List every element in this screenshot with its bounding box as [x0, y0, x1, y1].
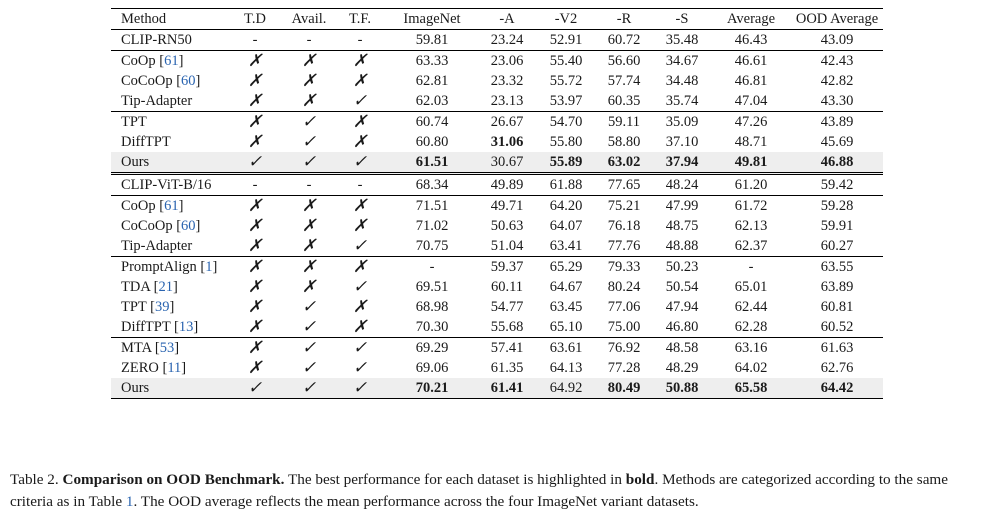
best-value: 46.88 — [820, 154, 854, 170]
tf-mark: ✓ — [333, 338, 387, 359]
imagenet-value: 71.51 — [387, 196, 477, 217]
citation-link[interactable]: 13 — [178, 319, 194, 335]
tf-mark: ✗ — [333, 51, 387, 72]
ood-average-value: 43.89 — [791, 112, 883, 133]
r-value: 58.80 — [607, 134, 641, 150]
best-value: 31.06 — [490, 134, 524, 150]
v2-value: 61.88 — [537, 174, 595, 196]
table-caption — [10, 469, 985, 513]
td-mark: ✗ — [247, 297, 263, 316]
ood-average-value: 43.09 — [820, 32, 854, 48]
best-value: 70.21 — [415, 380, 449, 396]
imagenet-value: 68.34 — [387, 174, 477, 196]
table-row — [111, 317, 883, 338]
citation-link[interactable]: 1 — [205, 259, 213, 275]
caption-bold-word: bold — [625, 471, 655, 488]
citation-link[interactable]: 21 — [158, 279, 173, 295]
v2-value: 64.13 — [549, 360, 583, 376]
method-cell — [111, 112, 225, 133]
s-value: 50.54 — [665, 279, 699, 295]
v2-value: 63.61 — [537, 338, 595, 359]
avail-mark: - — [285, 174, 333, 196]
method-cell: TDA [21] — [121, 279, 178, 295]
td-mark: - — [252, 32, 258, 48]
s-value: 47.94 — [665, 299, 699, 315]
tf-mark: - — [333, 174, 387, 196]
method-name: Ours — [121, 380, 150, 396]
table-row — [111, 152, 883, 174]
r-value: 77.76 — [607, 238, 641, 254]
v2-value: 64.20 — [537, 196, 595, 217]
ood-average-value: 59.91 — [820, 218, 854, 234]
best-value: 50.88 — [665, 380, 699, 396]
avail-mark: ✗ — [285, 196, 333, 217]
ood-average-value: 61.63 — [791, 338, 883, 359]
citation-link[interactable]: 53 — [159, 340, 175, 356]
s-value: 35.74 — [665, 93, 699, 109]
tf-mark: ✓ — [352, 277, 368, 296]
table-row — [111, 257, 883, 278]
average-value: 46.61 — [711, 51, 791, 72]
imagenet-value: 70.75 — [415, 238, 449, 254]
average-value — [711, 378, 791, 399]
table-row — [111, 174, 883, 196]
v2-value: 55.80 — [549, 134, 583, 150]
method-name: TPT — [121, 299, 147, 315]
best-value: 64.42 — [820, 380, 854, 396]
td-mark: ✗ — [225, 196, 285, 217]
method-name: ZERO — [121, 360, 159, 376]
ood-average-value — [791, 152, 883, 174]
r-value: 76.92 — [595, 338, 653, 359]
tf-mark: ✓ — [352, 236, 368, 255]
best-value: 49.81 — [734, 154, 768, 170]
a-value — [477, 378, 537, 399]
method-name: Tip-Adapter — [121, 238, 193, 254]
imagenet-value: 69.06 — [415, 360, 449, 376]
method-name: CLIP-RN50 — [121, 32, 192, 48]
s-value: 47.99 — [653, 196, 711, 217]
td-mark: ✓ — [225, 378, 285, 399]
avail-mark: ✗ — [301, 216, 317, 235]
imagenet-value: 59.81 — [415, 32, 449, 48]
v2-value — [537, 152, 595, 174]
v2-value: 54.70 — [537, 112, 595, 133]
header-s: -S — [653, 9, 711, 30]
table-header-row — [111, 9, 883, 30]
imagenet-value: 70.30 — [415, 319, 449, 335]
avail-mark: ✗ — [301, 91, 317, 110]
caption-table-ref[interactable]: 1 — [125, 493, 134, 510]
avail-mark: ✓ — [301, 317, 317, 336]
a-value: 50.63 — [490, 218, 524, 234]
best-value: 61.51 — [415, 154, 449, 170]
method-name: MTA — [121, 340, 152, 356]
s-value: 48.24 — [653, 174, 711, 196]
v2-value: 53.97 — [549, 93, 583, 109]
ood-average-value: 62.76 — [820, 360, 854, 376]
r-value: 80.24 — [607, 279, 641, 295]
tf-mark: ✗ — [352, 317, 368, 336]
td-mark: ✗ — [247, 236, 263, 255]
method-cell — [111, 378, 225, 399]
s-value — [653, 378, 711, 399]
citation-link[interactable]: 11 — [167, 360, 182, 376]
method-cell: DiffTPT [13] — [121, 319, 199, 335]
tf-mark: ✗ — [333, 112, 387, 133]
method-cell: CoOp [61] — [111, 196, 225, 217]
table-row — [111, 132, 883, 152]
a-value: 60.11 — [490, 279, 524, 295]
method-name: PromptAlign — [121, 259, 197, 275]
avail-mark: ✗ — [285, 257, 333, 278]
tf-mark: ✓ — [333, 152, 387, 174]
s-value: 46.80 — [665, 319, 699, 335]
ood-average-value: 59.42 — [791, 174, 883, 196]
table-row — [111, 297, 883, 317]
tf-mark: ✗ — [352, 71, 368, 90]
method-cell — [111, 236, 225, 257]
average-value: 62.44 — [734, 299, 768, 315]
td-mark: ✗ — [247, 91, 263, 110]
r-value — [595, 152, 653, 174]
caption-title: Comparison on OOD Benchmark. — [62, 471, 285, 488]
citation-link[interactable]: 39 — [155, 299, 170, 315]
td-mark: ✗ — [247, 132, 263, 151]
avail-mark: ✓ — [301, 358, 317, 377]
table-row — [111, 378, 883, 399]
method-cell: CoCoOp [60] — [121, 218, 201, 234]
avail-mark: - — [306, 32, 312, 48]
ood-average-value: 42.82 — [820, 73, 854, 89]
ood-average-value: 59.28 — [791, 196, 883, 217]
header-td: T.D — [225, 9, 285, 30]
td-mark: - — [225, 174, 285, 196]
imagenet-value: 60.80 — [415, 134, 449, 150]
v2-value: 63.45 — [549, 299, 583, 315]
average-value: 46.43 — [734, 32, 768, 48]
imagenet-value: 69.51 — [415, 279, 449, 295]
table-row — [111, 338, 883, 359]
method-cell: MTA [53] — [111, 338, 225, 359]
td-mark: ✗ — [247, 216, 263, 235]
caption-text-1: The best performance for each dataset is highlighted in — [287, 471, 622, 488]
v2-value: 64.92 — [537, 378, 595, 399]
avail-mark: ✓ — [285, 152, 333, 174]
avail-mark: ✗ — [301, 277, 317, 296]
r-value: 56.60 — [595, 51, 653, 72]
header-ood-average: OOD Average — [791, 9, 883, 30]
a-value: 55.68 — [490, 319, 524, 335]
a-value: 23.13 — [490, 93, 524, 109]
imagenet-value — [387, 152, 477, 174]
ood-average-value — [791, 378, 883, 399]
a-value: 51.04 — [490, 238, 524, 254]
method-cell — [111, 91, 225, 112]
td-mark: ✓ — [225, 152, 285, 174]
average-value: 47.26 — [711, 112, 791, 133]
header-a: -A — [477, 9, 537, 30]
table-row — [111, 216, 883, 236]
s-value: 35.09 — [653, 112, 711, 133]
v2-value: 64.07 — [549, 218, 583, 234]
method-name: CLIP-ViT-B/16 — [121, 177, 212, 193]
v2-value: 55.72 — [549, 73, 583, 89]
avail-mark: ✓ — [285, 338, 333, 359]
avail-mark: ✓ — [285, 112, 333, 133]
ood-average-value: 63.89 — [820, 279, 854, 295]
method-name: CoOp — [121, 53, 156, 69]
best-value: 80.49 — [607, 380, 641, 396]
best-value: 55.89 — [549, 154, 583, 170]
tf-mark: ✓ — [352, 358, 368, 377]
tf-mark: ✓ — [333, 378, 387, 399]
imagenet-value: - — [387, 257, 477, 278]
r-value: 59.11 — [595, 112, 653, 133]
v2-value: 65.10 — [549, 319, 583, 335]
best-value: 65.58 — [734, 380, 768, 396]
r-value: 60.72 — [607, 32, 641, 48]
td-mark: ✗ — [225, 338, 285, 359]
s-value: 35.48 — [665, 32, 699, 48]
s-value: 48.29 — [665, 360, 699, 376]
tf-mark: ✗ — [333, 196, 387, 217]
header-tf: T.F. — [333, 9, 387, 30]
ood-average-value: 42.43 — [791, 51, 883, 72]
method-name: DiffTPT — [121, 319, 171, 335]
average-value — [711, 152, 791, 174]
td-mark: ✗ — [247, 317, 263, 336]
a-value: 49.89 — [477, 174, 537, 196]
table-row — [111, 358, 883, 378]
average-value: 65.01 — [734, 279, 768, 295]
td-mark: ✗ — [225, 112, 285, 133]
a-value: 59.37 — [477, 257, 537, 278]
td-mark: ✗ — [247, 71, 263, 90]
s-value — [653, 152, 711, 174]
ood-average-value: 45.69 — [820, 134, 854, 150]
average-value: 46.81 — [734, 73, 768, 89]
td-mark: ✗ — [247, 277, 263, 296]
method-name: Ours — [121, 154, 150, 170]
method-cell: PromptAlign [1] — [111, 257, 225, 278]
r-value: 75.21 — [595, 196, 653, 217]
s-value: 34.67 — [653, 51, 711, 72]
a-value: 54.77 — [490, 299, 524, 315]
a-value — [477, 132, 537, 152]
table-row — [111, 196, 883, 217]
s-value: 48.58 — [653, 338, 711, 359]
tf-mark: ✗ — [333, 257, 387, 278]
ood-average-value: 60.27 — [820, 238, 854, 254]
caption-text-3: . The OOD average reflects the mean performance across the four ImageNet variant datasets. — [133, 493, 699, 510]
table-row — [111, 277, 883, 297]
caption-label: Table 2. — [10, 471, 59, 488]
average-value: 62.28 — [734, 319, 768, 335]
ood-average-value: 43.30 — [820, 93, 854, 109]
best-value: 61.41 — [490, 380, 524, 396]
a-value: 23.32 — [490, 73, 524, 89]
r-value: 75.00 — [607, 319, 641, 335]
method-cell: TPT [39] — [121, 299, 175, 315]
tf-mark: ✗ — [352, 297, 368, 316]
average-value: 61.20 — [711, 174, 791, 196]
a-value: 23.24 — [490, 32, 524, 48]
a-value: 23.06 — [477, 51, 537, 72]
method-cell — [111, 152, 225, 174]
a-value: 30.67 — [477, 152, 537, 174]
a-value: 61.35 — [490, 360, 524, 376]
avail-mark: ✓ — [301, 132, 317, 151]
avail-mark: ✗ — [285, 51, 333, 72]
header-method: Method — [111, 9, 225, 30]
method-name: CoCoOp — [121, 218, 173, 234]
method-cell — [111, 132, 225, 152]
citation-link[interactable]: 60 — [181, 73, 196, 89]
average-value: 48.71 — [734, 134, 768, 150]
s-value: 48.75 — [665, 218, 699, 234]
average-value: 47.04 — [734, 93, 768, 109]
method-name: CoOp — [121, 198, 156, 214]
imagenet-value: 71.02 — [415, 218, 449, 234]
method-name: TPT — [121, 114, 147, 130]
table-row — [111, 71, 883, 91]
average-value: 62.37 — [734, 238, 768, 254]
method-cell: CoCoOp [60] — [121, 73, 201, 89]
method-cell — [111, 30, 225, 51]
tf-mark: ✓ — [352, 91, 368, 110]
ood-average-value: 60.81 — [820, 299, 854, 315]
r-value: 76.18 — [607, 218, 641, 234]
v2-value: 63.41 — [549, 238, 583, 254]
imagenet-value: 62.03 — [415, 93, 449, 109]
citation-link[interactable]: 61 — [164, 53, 179, 69]
avail-mark: ✓ — [285, 378, 333, 399]
average-value: 64.02 — [734, 360, 768, 376]
v2-value: 52.91 — [549, 32, 583, 48]
method-cell: CoOp [61] — [111, 51, 225, 72]
v2-value: 55.40 — [537, 51, 595, 72]
s-value: 34.48 — [665, 73, 699, 89]
td-mark: ✗ — [225, 51, 285, 72]
s-value: 48.88 — [665, 238, 699, 254]
table-row — [111, 51, 883, 72]
r-value — [595, 378, 653, 399]
avail-mark: ✗ — [301, 236, 317, 255]
imagenet-value: 68.98 — [415, 299, 449, 315]
r-value: 57.74 — [607, 73, 641, 89]
average-value: 62.13 — [734, 218, 768, 234]
avail-mark: ✗ — [301, 71, 317, 90]
header-r: -R — [595, 9, 653, 30]
imagenet-value: 60.74 — [387, 112, 477, 133]
table-row — [111, 112, 883, 133]
method-name: DiffTPT — [121, 134, 171, 150]
tf-mark: ✗ — [352, 132, 368, 151]
s-value: 37.10 — [665, 134, 699, 150]
citation-link[interactable]: 61 — [164, 198, 179, 214]
td-mark: ✗ — [247, 358, 263, 377]
table-row — [111, 30, 883, 51]
average-value: 61.72 — [711, 196, 791, 217]
a-value: 26.67 — [477, 112, 537, 133]
caption-text-2: . Methods are categorized according to the same criteria as in Table — [10, 471, 948, 510]
avail-mark: ✓ — [301, 297, 317, 316]
best-value: 63.02 — [607, 154, 641, 170]
a-value: 49.71 — [477, 196, 537, 217]
r-value: 79.33 — [595, 257, 653, 278]
best-value: 37.94 — [665, 154, 699, 170]
table-row — [111, 236, 883, 257]
r-value: 77.65 — [595, 174, 653, 196]
imagenet-value — [387, 378, 477, 399]
r-value: 60.35 — [607, 93, 641, 109]
v2-value: 65.29 — [537, 257, 595, 278]
table-row — [111, 91, 883, 112]
imagenet-value: 63.33 — [387, 51, 477, 72]
method-name: Tip-Adapter — [121, 93, 193, 109]
r-value: 77.06 — [607, 299, 641, 315]
v2-value: 64.67 — [549, 279, 583, 295]
header-imagenet: ImageNet — [387, 9, 477, 30]
method-cell — [111, 174, 225, 196]
tf-mark: - — [357, 32, 363, 48]
ood-average-value: 60.52 — [820, 319, 854, 335]
average-value: 63.16 — [711, 338, 791, 359]
method-cell: ZERO [11] — [121, 360, 187, 376]
header-v2: -V2 — [537, 9, 595, 30]
tf-mark: ✗ — [352, 216, 368, 235]
ood-average-value: 63.55 — [791, 257, 883, 278]
ood-benchmark-table — [111, 8, 883, 399]
method-name: CoCoOp — [121, 73, 173, 89]
r-value: 77.28 — [607, 360, 641, 376]
header-average: Average — [711, 9, 791, 30]
s-value: 50.23 — [653, 257, 711, 278]
header-avail: Avail. — [285, 9, 333, 30]
imagenet-value: 62.81 — [415, 73, 449, 89]
average-value: - — [711, 257, 791, 278]
td-mark: ✗ — [225, 257, 285, 278]
citation-link[interactable]: 60 — [181, 218, 196, 234]
a-value: 57.41 — [477, 338, 537, 359]
imagenet-value: 69.29 — [387, 338, 477, 359]
method-name: TDA — [121, 279, 150, 295]
